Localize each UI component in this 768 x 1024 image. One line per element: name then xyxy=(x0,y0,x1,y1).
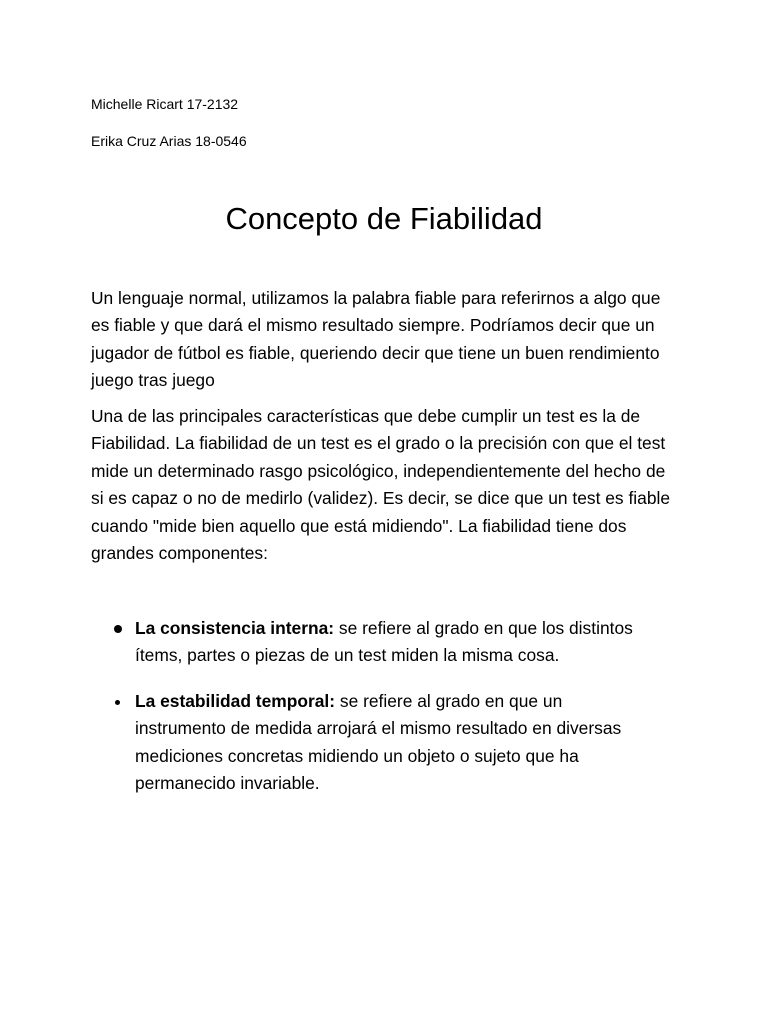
component-term: La estabilidad temporal: xyxy=(135,691,336,711)
component-term: La consistencia interna: xyxy=(135,618,335,638)
intro-paragraph: Un lenguaje normal, utilizamos la palabra fiable para referirnos a algo que es fiable y que dará el mismo resultado siempre. Podríamos decir que un jugador de fútbol es fiable, queriendo decir que tiene un buen rendimiento juego tras juego xyxy=(91,288,661,391)
list-item-text xyxy=(135,688,655,798)
author-line: Michelle Ricart 17-2132 xyxy=(91,96,239,112)
component-description: se refiere al grado en que los distintos ítems, partes o piezas de un test miden la misma cosa. xyxy=(135,618,633,666)
document-title: Concepto de Fiabilidad xyxy=(225,201,543,236)
list-item-text xyxy=(135,615,655,670)
bullet-icon xyxy=(115,700,120,705)
author-line: Erika Cruz Arias 18-0546 xyxy=(91,133,247,149)
component-description: se refiere al grado en que un instrumento de medida arrojará el mismo resultado en diversas mediciones concretas midiendo un objeto o sujeto que ha permanecido invariable. xyxy=(135,691,622,794)
bullet-icon xyxy=(114,625,122,633)
definition-paragraph: Una de las principales características que debe cumplir un test es la de Fiabilidad. La fiabilidad de un test es el grado o la precisión con que el test mide un determinado rasgo psicológico, independientemente del hecho de si es capaz o no de medirlo (validez). Es decir, se dice que un test es fiable cuando "mide bien aquello que está midiendo". La fiabilidad tiene dos grandes componentes: xyxy=(91,406,671,564)
